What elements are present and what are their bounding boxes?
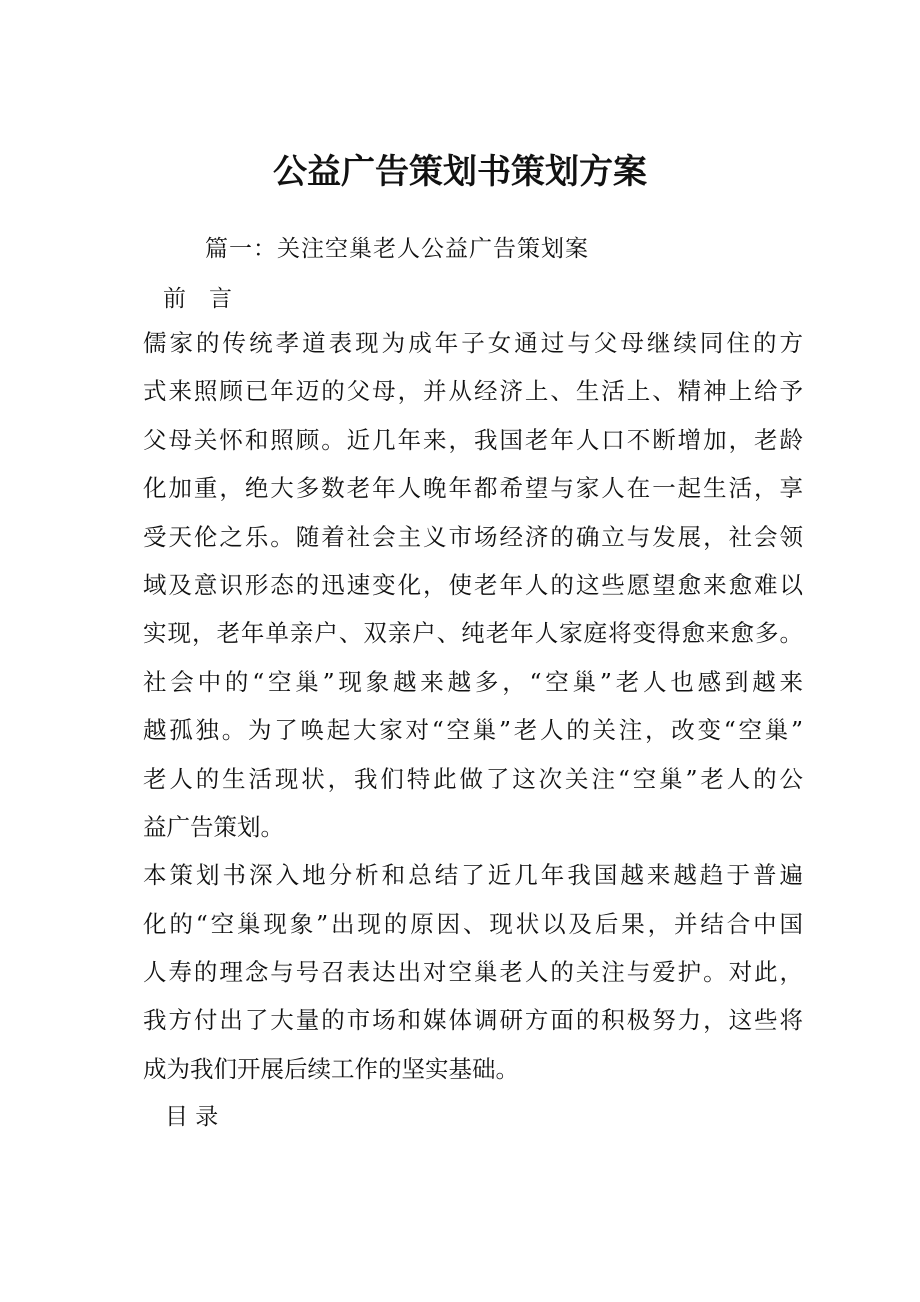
text-line: 式来照顾已年迈的父母，并从经济上、生活上、精神上给予	[143, 377, 803, 406]
text-line: 域及意识形态的迅速变化，使老年人的这些愿望愈来愈难以	[143, 570, 803, 599]
text-line: 父母关怀和照顾。近几年来，我国老年人口不断增加，老龄	[143, 425, 803, 454]
text-line: 实现，老年单亲户、双亲户、纯老年人家庭将变得愈来愈多。	[143, 619, 803, 648]
document-title: 公益广告策划书策划方案	[273, 152, 647, 192]
section-subtitle: 篇一：关注空巢老人公益广告策划案	[205, 236, 589, 262]
text-line: 越孤独。为了唤起大家对“空巢”老人的关注，改变“空巢”	[143, 716, 803, 745]
text-line: 儒家的传统孝道表现为成年子女通过与父母继续同住的方	[143, 329, 803, 357]
text-line: 我方付出了大量的市场和媒体调研方面的积极努力，这些将	[143, 1006, 803, 1035]
text-line: 化加重，绝大多数老年人晚年都希望与家人在一起生活，享	[143, 474, 803, 503]
text-line: 人寿的理念与号召表达出对空巢老人的关注与爱护。对此，	[143, 958, 803, 987]
toc-heading: 目 录	[165, 1104, 219, 1130]
text-line: 成为我们开展后续工作的坚实基础。	[143, 1054, 519, 1083]
text-line: 化的“空巢现象”出现的原因、现状以及后果，并结合中国	[143, 909, 803, 938]
body-text	[143, 325, 803, 1099]
paragraph-1	[143, 325, 803, 857]
preface-heading: 前 言	[163, 286, 232, 312]
text-line: 受天伦之乐。随着社会主义市场经济的确立与发展，社会领	[143, 522, 803, 551]
text-line: 老人的生活现状，我们特此做了这次关注“空巢”老人的公	[143, 764, 803, 793]
text-line: 益广告策划。	[143, 812, 284, 841]
text-line: 社会中的“空巢”现象越来越多，“空巢”老人也感到越来	[143, 667, 803, 696]
paragraph-2	[143, 857, 803, 1099]
text-line: 本策划书深入地分析和总结了近几年我国越来越趋于普遍	[143, 861, 803, 890]
